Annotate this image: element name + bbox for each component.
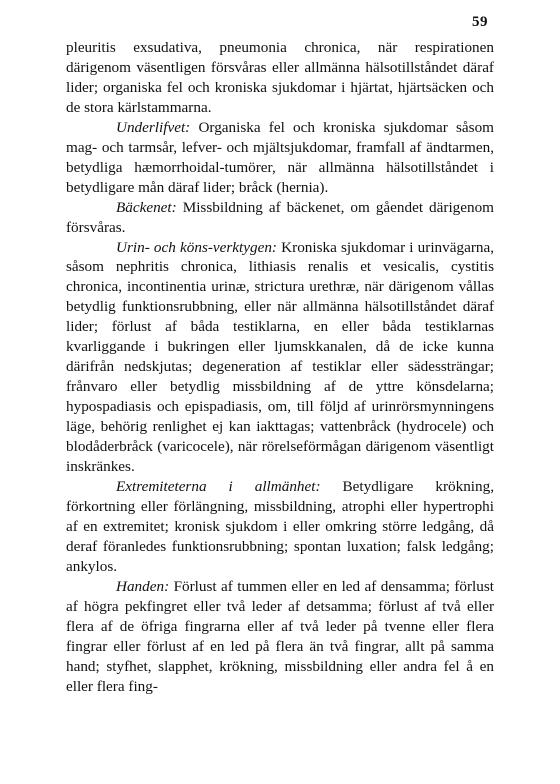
paragraph-underlifvet [66,118,494,198]
paragraph-urin-och-kons-verktygen [66,238,494,477]
paragraph-text: Förlust af tummen eller en led af densamma; förlust af högra pekfingret eller två leder af detsamma; förlust af två eller flera af de öfriga fingrarna eller af två leder på tvenne eller flera fingrar eller förlust af en led på flera än två fingrar, allt på samma hand; styfhet, slapphet, krökning, missbildning eller andra fel å en eller flera fing- [66,577,494,695]
body-text [66,38,494,696]
paragraph-text: Missbildning af bäckenet, om gåendet därigenom försvåras. [66,198,494,236]
page-number: 59 [472,14,488,30]
section-heading-handen: Handen: [116,577,170,595]
section-heading-backenet: Bäckenet: [116,198,177,216]
paragraph-text: Organiska fel och kroniska sjukdomar såsom mag- och tarmsår, lefver- och mjältsjukdomar, framfall af ändtarmen, betydliga hæmorrhoidal-tumörer, när allmänna hälsotillståndet i betydligare mån däraf lider; bråck (hernia). [66,118,494,196]
paragraph-text: pleuritis exsudativa, pneumonia chronica, när respirationen därigenom väsentligen försvåras eller allmänna hälsotillståndet däraf lider; organiska fel och kroniska sjukdomar i hjärtat, hjärtsäcken och de stora kärlstammarna. [66,39,494,116]
paragraph-thorax-continued [66,38,494,118]
paragraph-text: Betydligare krökning, förkortning eller förlängning, missbildning, atrophi eller hypertrophi af en extremitet; kronisk sjukdom i eller omkring större ledgång, då deraf föranledes funktionsrubbning; spontan luxation; falsk ledgång; ankylos. [66,477,494,575]
section-heading-underlifvet: Underlifvet: [116,118,191,136]
section-heading-urin-och-kons-verktygen: Urin- och köns-verktygen: [116,238,277,256]
paragraph-backenet [66,198,494,238]
section-heading-extremiteterna: Extremiteterna i allmänhet: [116,477,321,495]
paragraph-handen [66,577,494,697]
paragraph-text: Kroniska sjukdomar i urinvägarna, såsom nephritis chronica, lithiasis renalis et vesicalis, cystitis chronica, incontinentia urinæ, strictura urethræ, när därigenom vållas betydlig funktionsrubbning, eller när allmänna hälsotillståndet däraf lider; förlust af båda testiklarna, en eller båda testiklarnas kvarliggande i bukringen eller ljumskkanalen, då de icke kunna därifrån nedskjutas; degeneration af testiklar eller sädessträngar; frånvaro eller betydlig missbildning af de yttre könsdelarna; hypospadiasis och epispadiasis, om, till följd af urinrörsmynningens läge, behörig renlighet ej kan iakttagas; vattenbråck (hydrocele) och blodåderbråck (varicocele), när rörelseförmågan därigenom väsentligt inskränkes. [66,238,495,476]
paragraph-extremiteterna [66,477,494,577]
